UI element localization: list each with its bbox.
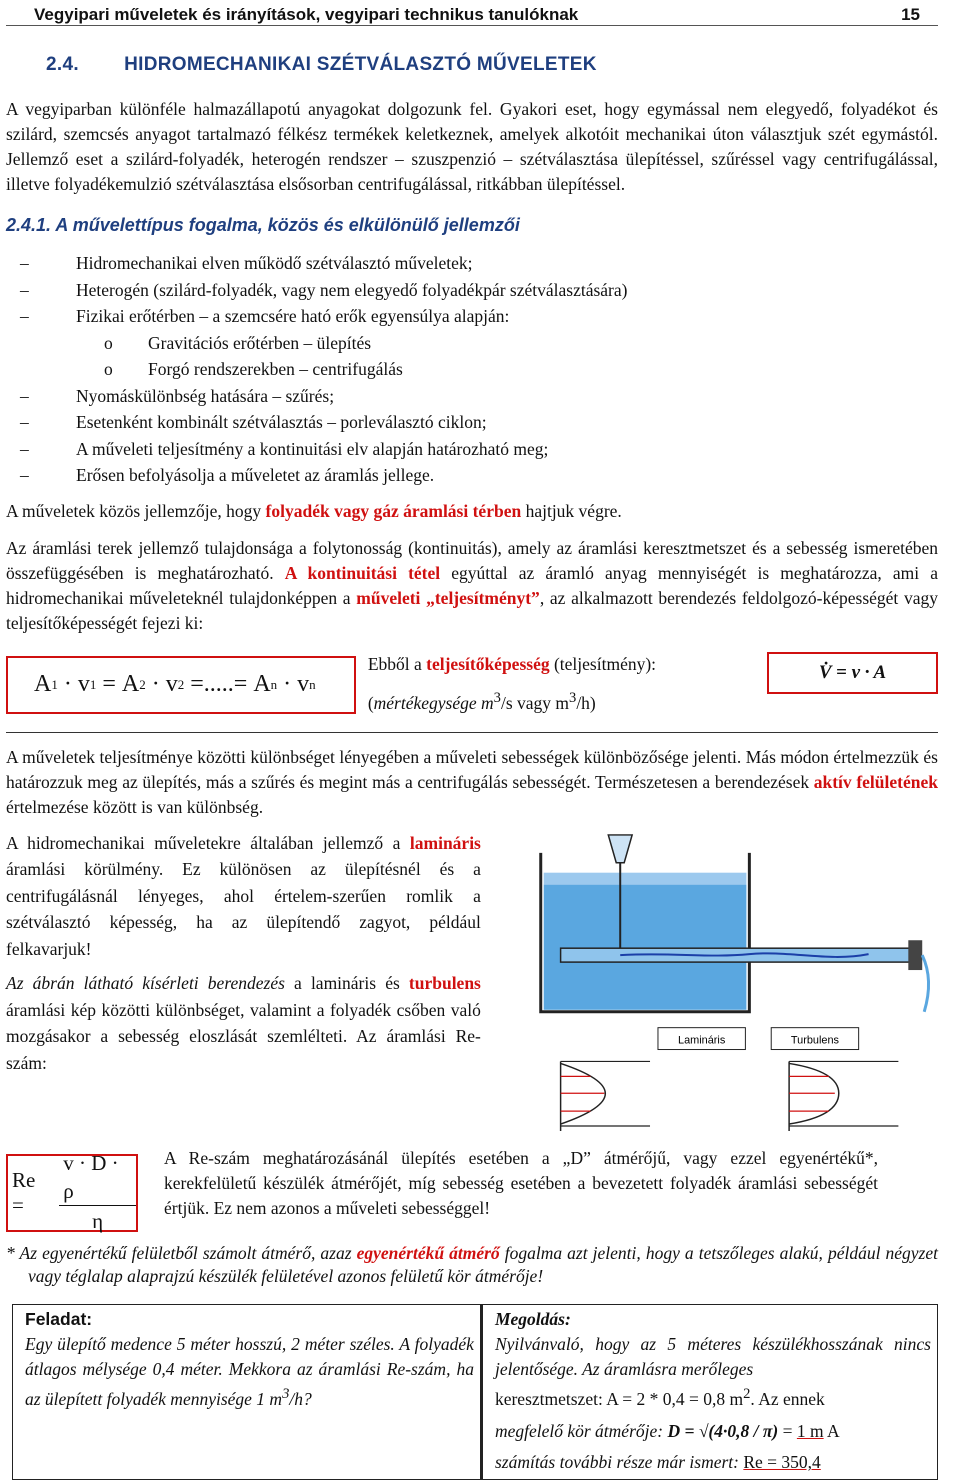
reynolds-result: Re = 350,4 [743,1452,821,1473]
eq-symbol: A [121,671,140,697]
eq-subscript: 2 [177,677,185,692]
text-run: áramlási kép közötti különbséget, valamint a folyadék csőben való mozgásakor a sebesség eloszlását szemlélteti. Az áramlási Re-szám: [6,999,481,1073]
text-run: áramlási körülmény. Ez különösen az ülepítésnél és a centrifugálásnál lényeges, ahol értelem-szerűen romlik a szétválasztó képesség, ha az ülepítendő zagyot, például felkavarjuk! [6,859,481,959]
solution-text: megfelelő kör átmérője: [494,1421,668,1442]
equation-row [6,650,938,726]
solution-text: A [823,1421,840,1442]
eq-symbol: v [165,671,178,697]
task-title: Feladat: [25,1308,93,1329]
solution-text: . Az ennek [750,1388,825,1409]
solution-text: Nyilvánvaló, hogy az 5 méteres készülékhosszának nincs jelentősége. Az áramlásra merőleges [494,1333,931,1379]
exponent: 3 [282,1385,290,1402]
list-item: o Forgó rendszerekben – centrifugálás [6,356,938,383]
re-fraction [59,1149,136,1236]
eq-symbol: v [297,671,310,697]
solution-panel [481,1304,938,1481]
highlight-text: A kontinuitási tétel [284,562,441,583]
solution-title: Megoldás: [494,1308,571,1329]
text-run: Az ábrán látható kísérleti berendezés [6,973,285,993]
highlight-text: turbulens [408,973,481,993]
exponent: 3 [569,689,577,706]
section-number: 2.4. [46,54,79,75]
flow-apparatus-figure [501,822,938,1132]
capacity-text: Ebből a teljesítőképesség (teljesítmény): (mértékegysége $m^3/s$ vagy $m^3/h$) [367,653,657,713]
solution-text: számítás további része már ismert: [494,1452,744,1473]
text-run: fogalma azt jelenti, hogy a tetszőleges alakú, például négyzet vagy téglalap alaprajzú készülék felületével azonos felületű kör átmérője! [28,1242,938,1286]
legend-laminar: Lamináris [677,1034,726,1047]
text-run: a lamináris és [284,973,409,993]
exercise-box [12,1304,938,1481]
highlight-text: műveleti „teljesítményt” [356,587,540,608]
text-run: hajtjuk végre. [521,500,622,521]
task-panel [12,1304,481,1481]
text-run: A műveletek közös jellemzője, hogy [6,500,266,521]
text-run: A műveletek teljesítménye közötti különbséget lényegében a műveleti sebességek különbözősége jelenti. Más módon értelmezzük és határozzuk meg az ülepítés, más a szűrés és megint más a centrifugálás sebességét. Természetesen a berendezések [6,746,938,792]
unit-text: /h) [576,692,596,713]
highlight-text: egyenértékű átmérő [356,1242,500,1263]
re-denominator: η [92,1209,104,1233]
re-numerator: v · D · ρ [59,1149,136,1206]
list-item: – Fizikai erőtérben – a szemcsére ható erők egyensúlya alapján: [6,303,938,330]
subsection-title [6,213,938,238]
exponent: 2 [743,1385,751,1402]
text-run: Az áramlási terek jellemző tulajdonsága a folytonosság (kontinuitás), amely az áramlási keresztmetszet és a sebesség ismeretében összefüggésében is meghatározható. [6,537,938,583]
figure-text [6,830,481,1132]
reynolds-section [6,1146,938,1232]
diameter-formula: D = √(4·0,8 / π) [667,1421,779,1442]
continuity-equation: A 1 · v 1 = A 2 · v 2 = ..... = A n · v n [6,656,356,714]
eq-subscript: 1 [51,677,58,692]
capacity-formula: V̇ = v · A [767,652,938,694]
text-run: (teljesítmény): [549,653,657,674]
unit-text: /s vagy m [500,692,570,713]
text-run: Ebből a [367,653,427,674]
highlight-text: teljesítőképesség [426,653,550,674]
eq-symbol: A [253,671,271,697]
figure-section [6,830,938,1132]
text-run: , az alkalmazott berendezés feldolgozó-képességét vagy teljesítőképességét fejezi ki: [6,587,938,633]
task-text: Egy ülepítő medence 5 méter hosszú, 2 méter széles. A folyadék átlagos mélysége 0,4 méter. Mekkora az áramlási Re-szám, ha az ülepített folyadék mennyisége 1 m [25,1333,474,1409]
bullet-list-continued [6,383,938,489]
reynolds-formula [6,1151,138,1233]
intro-paragraph: A vegyiparban különféle halmazállapotú anyagokat dolgozunk fel. Gyakori eset, hogy egymással nem elegyedő, folyadékot és szilárd, szemcsés anyagot tartalmazó félkész termékek keletkeznek, amelyek alkotóit mechanikai úton választjuk szét egymástól. Jellemző eset a szilárd-folyadék, heterogén rendszer – szuszpenzió – szétválasztása ülepítéssel, szűréssel vagy centrifugálással, illetve folyadékemulzió szétválasztása elsősorban centrifugálással, ritkábban ülepítéssel. [6,99,938,194]
re-lhs: Re = [12,1167,36,1217]
eq-subscript: 2 [139,677,146,692]
subsection-name: A művelettípus fogalma, közös és elkülönülő jellemzői [55,215,520,235]
eq-symbol: v [77,671,90,697]
highlight-text: folyadék vagy gáz áramlási térben [265,500,522,521]
difference-paragraph [6,745,938,820]
solution-cross-section: keresztmetszet: A = 2 * 0,4 = 0,8 m [494,1388,744,1409]
list-item: – Nyomáskülönbség hatására – szűrés; [6,383,938,410]
section-title [46,52,938,77]
tank-water [544,884,747,1009]
page-header [6,0,938,26]
continuity-paragraph [6,536,938,636]
subsection-number: 2.4.1. [6,215,52,235]
divider [6,732,938,733]
text-run: értelmezése között is van különbség. [6,796,264,817]
text-run: egyúttal az áramló anyag mennyiségét is meghatározza, ami a hidromechanikai műveleteknél tulajdonképpen a [6,562,938,608]
exponent: 3 [493,689,501,706]
eq-subscript: n [270,677,278,692]
page-number: 15 [901,5,920,24]
diameter-value: 1 m [796,1421,824,1442]
eq-subscript: 1 [89,677,97,692]
common-feature-paragraph [6,499,938,524]
highlight-text: aktív felületének [813,771,938,792]
list-item: – Heterogén (szilárd-folyadék, vagy nem elegyedő folyadékpár szétválasztására) [6,277,938,304]
eq-symbol: A [34,671,52,697]
highlight-text: lamináris [409,832,481,853]
list-item: o Gravitációs erőtérben – ülepítés [6,330,938,357]
reynolds-paragraph: A Re-szám meghatározásánál ülepítés esetében a „D” átmérőjű, vagy ezzel egyenértékű*, kerekfelületű készülék átmérőjét, míg sebesség esetében a bevezetett folyadék áramlási sebességét értjük. Ez nem azonos a műveleti sebességgel! [164,1147,878,1218]
bullet-list [6,250,938,330]
laminar-paragraph [6,830,481,963]
footnote [6,1242,938,1288]
section-name: HIDROMECHANIKAI SZÉTVÁLASZTÓ MŰVELETEK [124,54,597,75]
list-item: – A műveleti teljesítmény a kontinuitási elv alapján határozható meg; [6,436,938,463]
text-run: A hidromechanikai műveletekre általában jellemző a [6,832,410,853]
task-text: /h? [289,1388,312,1409]
eq-subscript: n [309,677,316,692]
eq-dots: ..... [203,671,234,697]
list-item: – Erősen befolyásolja a műveletet az áramlás jellege. [6,462,938,489]
list-item: – Esetenként kombinált szétválasztás – porleválasztó ciklon; [6,409,938,436]
valve [908,940,922,970]
sub-bullet-list [6,330,938,383]
solution-text: = [778,1421,797,1442]
header-title: Vegyipari műveletek és irányítások, vegyipari technikus tanulóknak [34,5,579,24]
list-item: – Hidromechanikai elven működő szétválasztó műveletek; [6,250,938,277]
figure-paragraph [6,970,481,1076]
text-run: * Az egyenértékű felületből számolt átmérő, azaz [6,1242,357,1263]
unit-text: mértékegysége m [373,692,494,713]
legend-turbulent: Turbulens [790,1034,839,1047]
